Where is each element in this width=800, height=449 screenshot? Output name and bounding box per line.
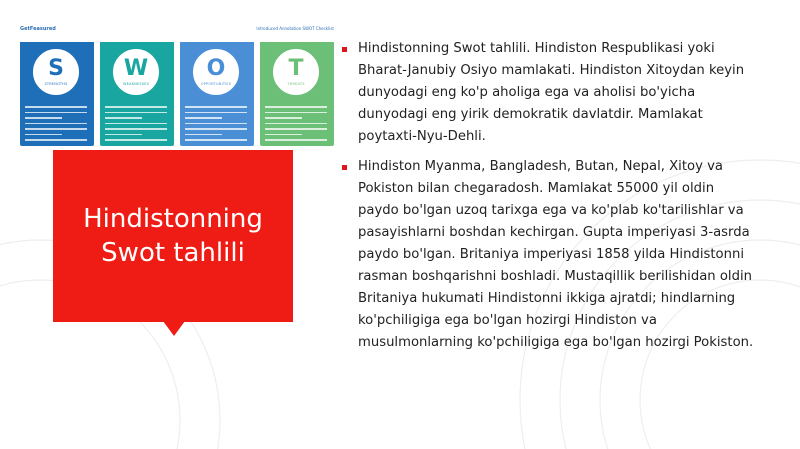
title-callout [53,150,293,322]
swot-word: STRENGTHS [44,82,68,86]
swot-card-threats [260,42,334,146]
swot-circle [108,44,164,100]
bullet-text: Hindistonning Swot tahlili. Hindiston Respublikasi yoki Bharat-Janubiy Osiyo mamlakati. Hindiston Xitoydan keyin dunyodagi eng ko'p aholiga ega va aholisi bo'yicha dunyodagi eng yirik demokratik davlatdir. Mamlakat poytaxti-Nyu-Dehli. [358,41,745,144]
swot-card-strengths [20,42,94,146]
swot-text-lines [265,106,327,145]
swot-text-lines [105,106,167,145]
bullet-item [338,38,758,148]
swot-word: THREATS [287,82,305,86]
swot-word: WEAKNESSES [122,82,150,86]
swot-thumbnail-subtitle: Introduced Annotation SWOT Checklist [256,26,334,31]
bullet-text: Hindiston Myanma, Bangladesh, Butan, Nepal, Xitoy va Pokiston bilan chegaradosh. Mamlakat 55000 yil oldin paydo bo'lgan uzoq tarixga ega va ko'plab ko'tarilishlar va pasayishlarni boshdan kechirgan. Gupta imperiyasi 3-asrda paydo bo'lgan. Britaniya imperiyasi 1858 yilda Hindistonni rasman boshqarishni boshladi. Mustaqillik berilishidan oldin Britaniya hukumati Hindistonni ikkiga ajratdi; hindlarning ko'pchiligiga ega bo'lgan hozirgi Hindiston va musulmonlarning ko'pchiligiga ega bo'lgan hozirgi Pokiston. [358,159,754,350]
swot-text-lines [185,106,247,145]
callout-pointer [163,321,185,336]
swot-card-weaknesses [100,42,174,146]
swot-card-opportunities [180,42,254,146]
swot-circle [28,44,84,100]
bullet-marker-icon [342,165,347,170]
slide-title: Hindistonning Swot tahlili [83,204,263,268]
swot-brand-logo: GetFeasured [20,26,56,32]
swot-text-lines [25,106,87,145]
swot-circle [268,44,324,100]
bullet-list [338,38,758,362]
swot-letter: T [288,56,304,81]
swot-thumbnail-image [18,20,336,148]
swot-letter: O [206,56,226,81]
swot-letter: W [123,56,149,81]
swot-letter: S [48,56,64,81]
bullet-marker-icon [342,47,347,52]
swot-word: OPPORTUNITIES [200,82,232,86]
bullet-item [338,156,758,354]
swot-circle [188,44,244,100]
